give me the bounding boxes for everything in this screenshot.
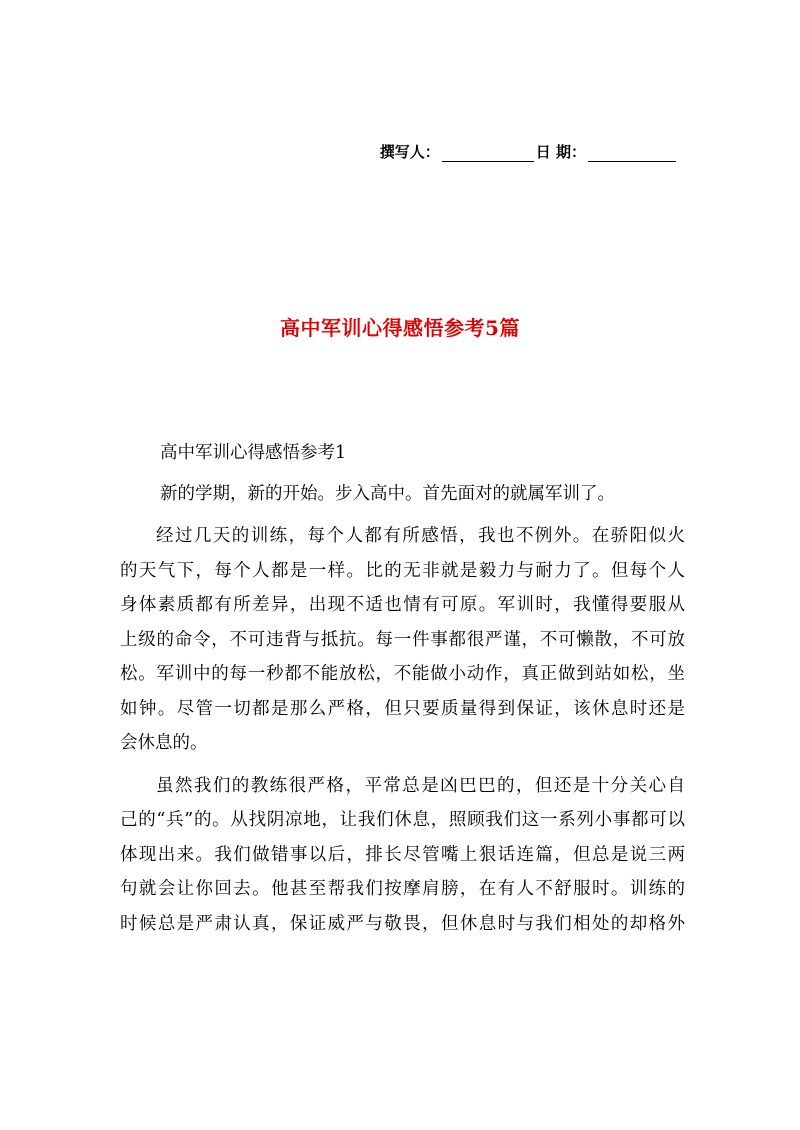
author-label: 撰写人： bbox=[379, 143, 440, 161]
paragraph-2 bbox=[120, 519, 685, 761]
paragraph-3-line: 时候总是严肃认真，保证威严与敬畏，但休息时与我们相处的却格外 bbox=[120, 913, 685, 934]
paragraph-2-line: 上级的命令，不可违背与抵抗。每一件事都很严谨，不可懒散，不可放 bbox=[120, 629, 685, 650]
paragraph-1: 新的学期，新的开始。步入高中。首先面对的就属军训了。 bbox=[160, 483, 615, 504]
paragraph-2-line: 身体素质都有所差异，出现不适也情有可原。军训时，我懂得要服从 bbox=[120, 595, 685, 615]
paragraph-2-line: 的天气下，每个人都是一样。比的无非就是毅力与耐力了。但每个人 bbox=[120, 560, 685, 581]
paragraph-2-line: 如钟。尽管一切都是那么严格，但只要质量得到保证，该休息时还是 bbox=[120, 698, 685, 719]
paragraph-2-line: 会休息的。 bbox=[120, 733, 208, 753]
date-blank bbox=[588, 147, 676, 162]
document-title: 高中军训心得感悟参考5篇 bbox=[280, 316, 520, 340]
paragraph-3-line: 句就会让你回去。他甚至帮我们按摩肩膀，在有人不舒服时。训练的 bbox=[120, 879, 685, 899]
author-blank bbox=[442, 147, 534, 162]
paragraph-2-line: 松。军训中的每一秒都不能放松，不能做小动作，真正做到站如松，坐 bbox=[120, 664, 685, 684]
document-body bbox=[120, 436, 685, 941]
date-label: 日 期： bbox=[535, 143, 586, 161]
paragraph-3-line: 体现出来。我们做错事以后，排长尽管嘴上狠话连篇，但总是说三两 bbox=[120, 844, 685, 865]
paragraph-2-line: 经过几天的训练，每个人都有所感悟，我也不例外。在骄阳似火 bbox=[156, 526, 685, 546]
paragraph-3-line: 虽然我们的教练很严格，平常总是凶巴巴的，但还是十分关心自 bbox=[156, 775, 685, 796]
paragraph-3-line: 己的“兵”的。从找阴凉地，让我们休息，照顾我们这一系列小事都可以 bbox=[120, 810, 685, 830]
author-date-line bbox=[380, 141, 678, 162]
paragraph-3 bbox=[120, 769, 685, 942]
section-heading: 高中军训心得感悟参考1 bbox=[160, 443, 347, 463]
